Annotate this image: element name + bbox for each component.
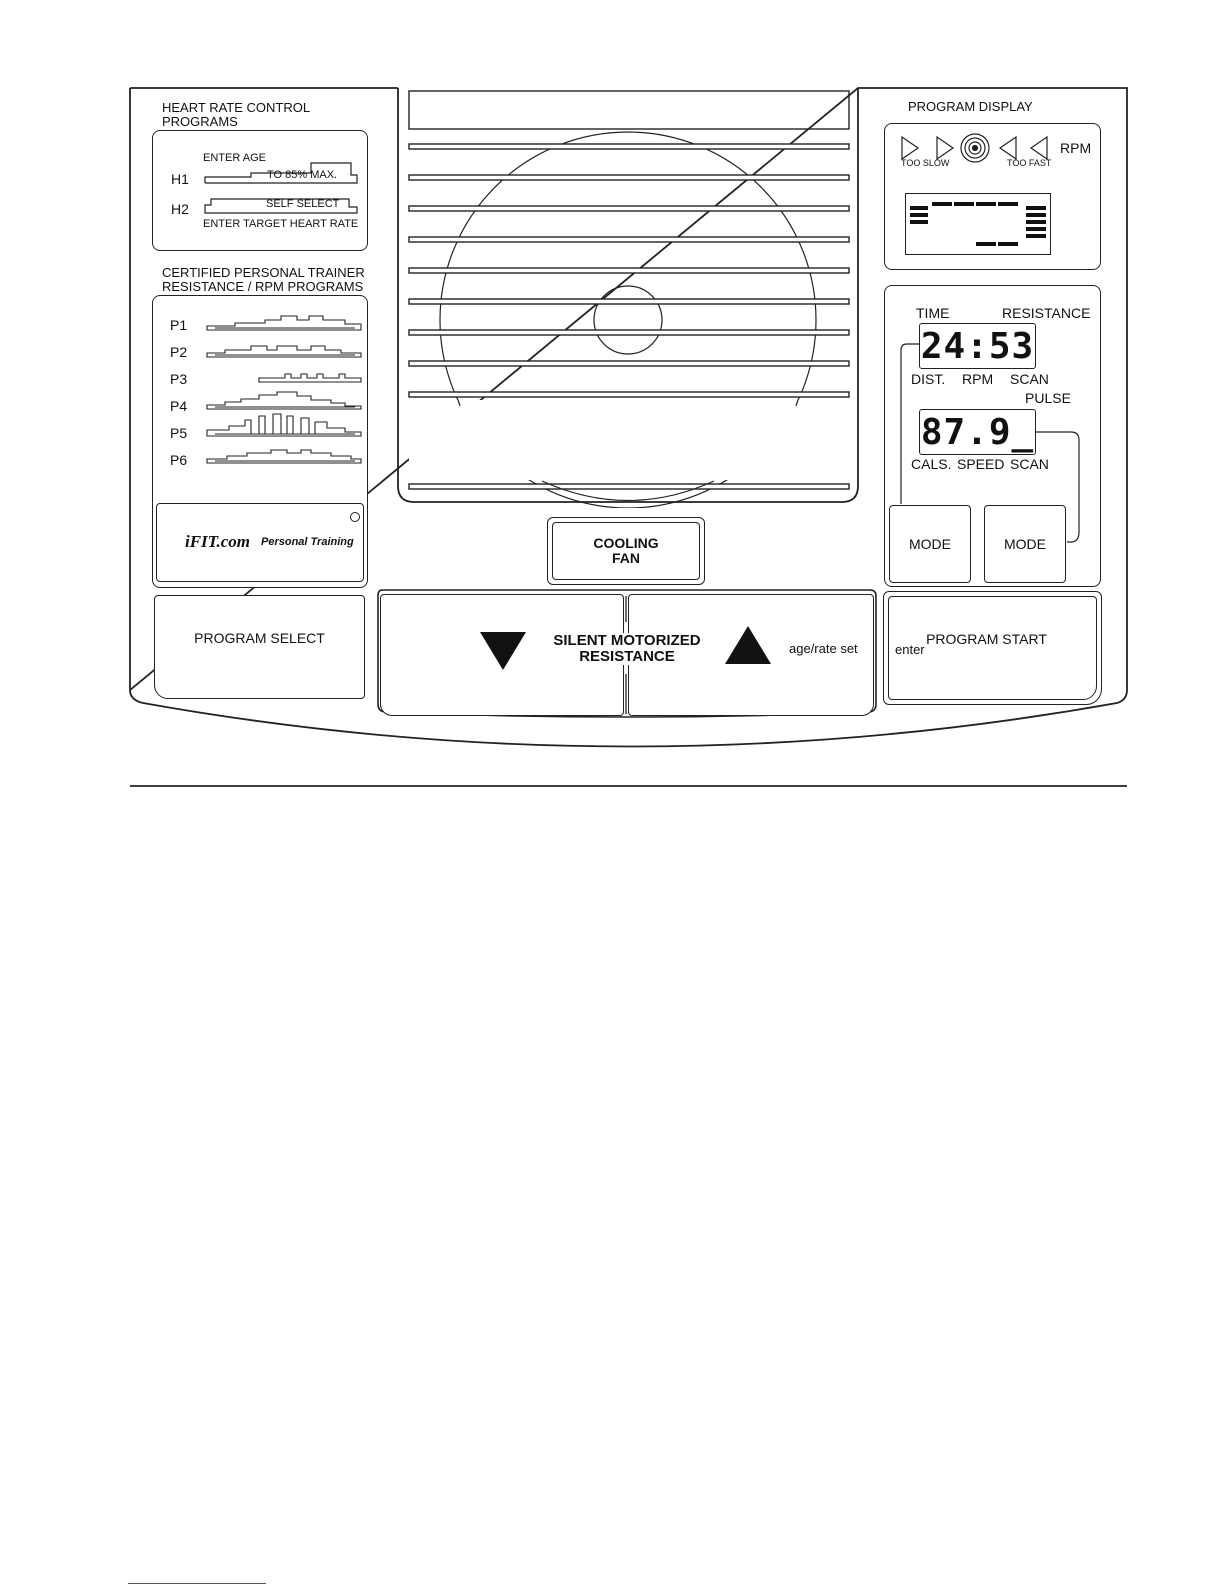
- speed-label: SPEED: [957, 456, 1005, 472]
- program-profile-graphs: [205, 310, 365, 480]
- p5-profile: [207, 414, 361, 436]
- footnote-link-line: [128, 1583, 266, 1584]
- program-p2-label: P2: [170, 344, 188, 360]
- ifit-text: Personal Training: [261, 536, 354, 548]
- program-p1-label: P1: [170, 317, 188, 333]
- program-p6-label: P6: [170, 452, 188, 468]
- h2-code: H2: [171, 201, 189, 217]
- cooling-fan-label-2: FAN: [612, 550, 640, 566]
- p6-profile: [207, 450, 361, 463]
- time-label: TIME: [916, 305, 950, 321]
- too-slow-label: TOO SLOW: [901, 158, 950, 168]
- too-fast-label: TOO FAST: [1007, 158, 1052, 168]
- fan-grille: [396, 88, 861, 508]
- program-profile-display: [905, 193, 1051, 255]
- dist-label: DIST.: [911, 371, 946, 387]
- program-p3-label: P3: [170, 371, 188, 387]
- scan-label-top: SCAN: [1010, 371, 1049, 387]
- program-display-panel: [884, 123, 1101, 270]
- rpm-display-label: RPM: [962, 371, 994, 387]
- fan-hub: [594, 286, 662, 354]
- p2-profile: [207, 346, 361, 357]
- program-p4-label: P4: [170, 398, 188, 414]
- ifit-indicator-light: [350, 512, 360, 522]
- cooling-fan-label-1: COOLING: [593, 535, 659, 552]
- program-start-label: PROGRAM START: [926, 631, 1047, 647]
- up-triangle-icon: [725, 626, 773, 664]
- cals-label: CALS.: [911, 456, 952, 472]
- program-select-button[interactable]: [154, 595, 365, 699]
- too-fast-arrow-1: [1000, 137, 1016, 159]
- display-bottom-value: 87.9_: [919, 409, 1036, 455]
- h1-code: H1: [171, 171, 189, 187]
- cpt-title-1: CERTIFIED PERSONAL TRAINER: [162, 265, 365, 280]
- hr-title-1: HEART RATE CONTROL: [162, 100, 311, 115]
- down-triangle-icon: [480, 632, 528, 670]
- program-select-label: PROGRAM SELECT: [194, 630, 325, 646]
- resistance-label-1: SILENT MOTORIZED: [553, 632, 701, 649]
- too-fast-arrow-2: [1031, 137, 1047, 159]
- rpm-label: RPM: [1060, 140, 1092, 156]
- heart-rate-programs-panel: [152, 130, 368, 251]
- h2-bar-label: SELF SELECT: [266, 198, 340, 210]
- program-p5-label: P5: [170, 425, 188, 441]
- age-rate-set-label: age/rate set: [789, 641, 858, 656]
- mode-button-2-label: MODE: [1004, 536, 1046, 552]
- p3-profile: [259, 374, 361, 382]
- too-slow-arrow-1: [902, 137, 918, 159]
- p4-profile: [207, 392, 361, 409]
- too-slow-arrow-2: [937, 137, 953, 159]
- resistance-label-2: RESISTANCE: [579, 647, 675, 665]
- ifit-logo: iFIT.com: [185, 532, 251, 551]
- resistance-label: RESISTANCE: [1002, 305, 1091, 321]
- p1-profile: [207, 316, 361, 330]
- h2-bottom-label: ENTER TARGET HEART RATE: [203, 218, 359, 230]
- hr-title-2: PROGRAMS: [162, 114, 238, 129]
- cpt-title-2: RESISTANCE / RPM PROGRAMS: [162, 279, 364, 294]
- cooling-fan-button[interactable]: [552, 522, 700, 580]
- scan-label-bottom: SCAN: [1010, 456, 1049, 472]
- h1-top-label: ENTER AGE: [203, 152, 266, 164]
- display-top-value: 24:53: [919, 323, 1036, 369]
- h1-bar-label: TO 85% MAX.: [267, 169, 338, 181]
- pulse-label: PULSE: [1025, 390, 1071, 406]
- silent-motorized-resistance-label: [530, 633, 724, 665]
- ifit-panel: [156, 503, 364, 582]
- mode-button-1[interactable]: [889, 505, 971, 583]
- mode-button-2[interactable]: [984, 505, 1066, 583]
- program-display-title: PROGRAM DISPLAY: [908, 99, 1033, 114]
- target-icon: [961, 134, 989, 162]
- enter-label: enter: [895, 642, 925, 657]
- mode-button-1-label: MODE: [909, 536, 951, 552]
- program-profile-segments: [906, 194, 1052, 256]
